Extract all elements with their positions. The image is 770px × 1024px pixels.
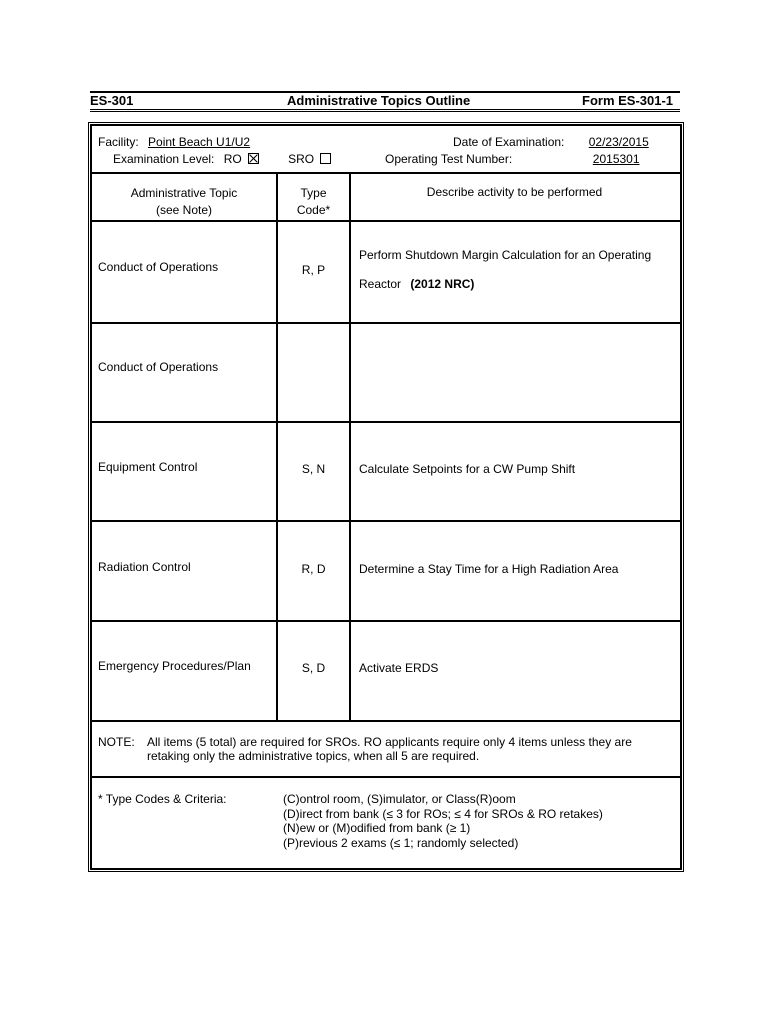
date-label: Date of Examination: bbox=[453, 135, 565, 149]
row-1-topic: Conduct of Operations bbox=[98, 260, 219, 274]
info-divider bbox=[90, 172, 682, 174]
column-divider-1 bbox=[276, 172, 278, 722]
row-divider-1 bbox=[90, 322, 682, 324]
row-1-activity-tag: (2012 NRC) bbox=[410, 277, 475, 291]
exam-level-field bbox=[113, 152, 331, 166]
criteria-list bbox=[283, 792, 603, 850]
criteria-item: (D)irect from bank (≤ 3 for ROs; ≤ 4 for SROs & RO retakes) bbox=[283, 806, 603, 821]
row-4-activity: Determine a Stay Time for a High Radiation Area bbox=[359, 562, 619, 576]
row-3-type: S, N bbox=[301, 462, 326, 476]
test-number-field bbox=[385, 152, 648, 166]
row-4-topic: Radiation Control bbox=[98, 560, 191, 574]
column-header-topic: Administrative Topic (see Note) bbox=[130, 186, 238, 217]
note-line1: All items (5 total) are required for SROs. RO applicants require only 4 items unless they are bbox=[147, 735, 632, 749]
row-5-type: S, D bbox=[301, 661, 326, 675]
date-field bbox=[453, 135, 664, 149]
criteria-divider bbox=[90, 776, 682, 778]
form-number: Form ES-301-1 bbox=[582, 93, 674, 108]
row-3-topic: Equipment Control bbox=[98, 460, 198, 474]
criteria-item: (C)ontrol room, (S)imulator, or Class(R)oom bbox=[283, 792, 516, 806]
header-rule-2 bbox=[90, 111, 680, 112]
column-header-type: Type Code* bbox=[296, 186, 331, 217]
row-divider-3 bbox=[90, 520, 682, 522]
facility-field bbox=[98, 135, 386, 149]
row-divider-4 bbox=[90, 620, 682, 622]
column-divider-2 bbox=[349, 172, 351, 722]
note-line2: retaking only the administrative topics, when all 5 are required. bbox=[147, 749, 480, 763]
row-1-activity-line2: Reactor (2012 NRC) bbox=[359, 277, 475, 291]
note-divider bbox=[90, 720, 682, 722]
page-title: Administrative Topics Outline bbox=[287, 93, 471, 108]
row-2-topic: Conduct of Operations bbox=[98, 360, 219, 374]
criteria-label: * Type Codes & Criteria: bbox=[98, 792, 227, 806]
column-header-activity: Describe activity to be performed bbox=[426, 185, 603, 199]
form-id: ES-301 bbox=[90, 93, 134, 108]
row-4-type: R, D bbox=[301, 562, 326, 576]
row-1-type: R, P bbox=[301, 263, 326, 277]
row-3-activity: Calculate Setpoints for a CW Pump Shift bbox=[359, 462, 576, 476]
row-divider-2 bbox=[90, 421, 682, 423]
exam-level-label: Examination Level: bbox=[113, 152, 215, 166]
column-header-divider bbox=[90, 220, 682, 222]
sro-checkbox[interactable] bbox=[320, 153, 331, 164]
row-5-activity: Activate ERDS bbox=[359, 661, 439, 675]
ro-checkbox[interactable] bbox=[248, 153, 259, 164]
criteria-item: (N)ew or (M)odified from bank (≥ 1) bbox=[283, 821, 471, 835]
ro-label: RO bbox=[223, 152, 242, 166]
date-value: 02/23/2015 bbox=[588, 135, 649, 149]
test-number-value: 2015301 bbox=[592, 152, 640, 166]
note-label: NOTE: bbox=[98, 735, 135, 749]
row-1-activity-line1: Perform Shutdown Margin Calculation for an Operating bbox=[359, 248, 652, 262]
test-number-label: Operating Test Number: bbox=[385, 152, 513, 166]
header-rule-1 bbox=[90, 109, 680, 110]
facility-label: Facility: bbox=[98, 135, 139, 149]
row-5-topic: Emergency Procedures/Plan bbox=[98, 659, 251, 673]
sro-label: SRO bbox=[288, 152, 315, 166]
facility-value: Point Beach U1/U2 bbox=[148, 135, 251, 149]
criteria-item: (P)revious 2 exams (≤ 1; randomly selected) bbox=[283, 835, 519, 850]
